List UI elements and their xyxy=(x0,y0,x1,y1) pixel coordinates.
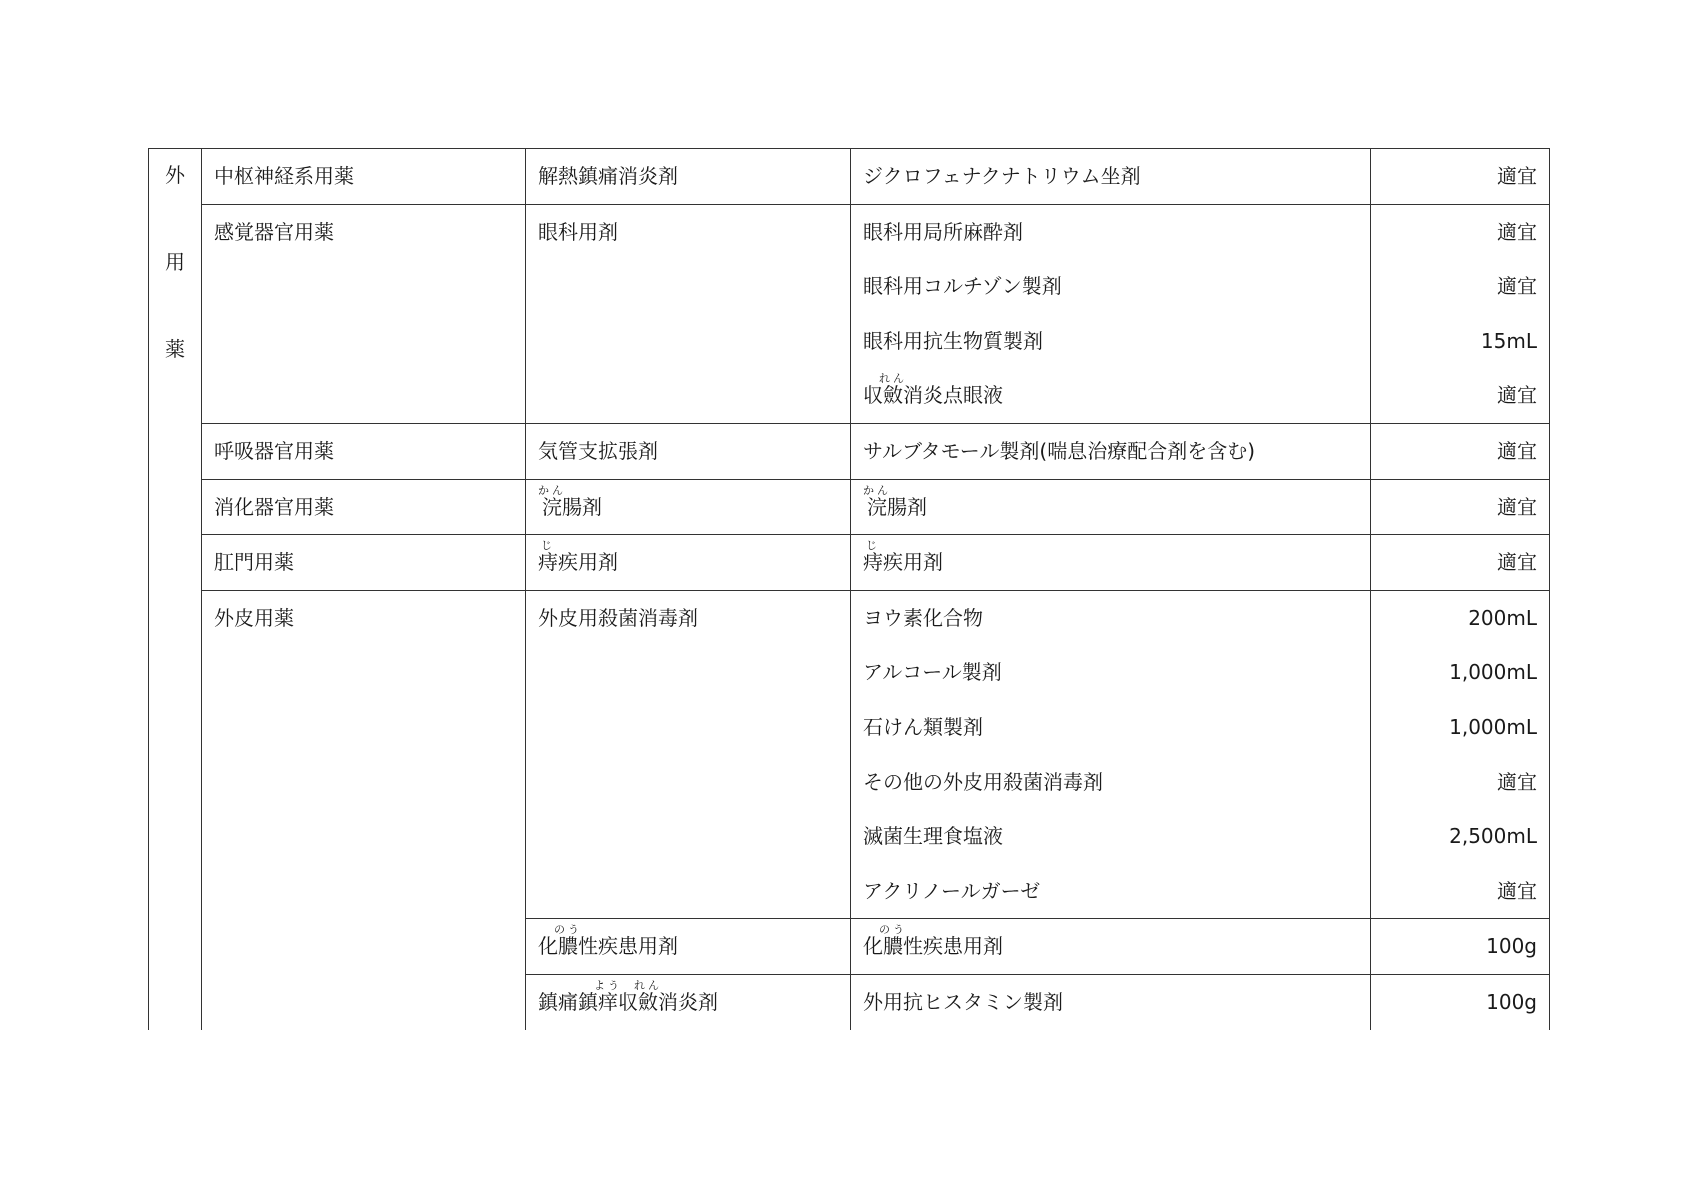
item-name: 浣かん腸剤 xyxy=(863,483,927,519)
drug-table-body xyxy=(149,149,1550,1030)
amount-cell xyxy=(1371,919,1550,975)
ruby-text: 膿のう xyxy=(879,923,907,959)
amount-cell xyxy=(1371,423,1550,479)
ruby-text: 膿のう xyxy=(554,923,582,959)
table-row xyxy=(149,204,1550,423)
item-name: その他の外皮用殺菌消毒剤 xyxy=(863,769,1103,794)
amount-cell xyxy=(1371,204,1550,423)
class-label: 中枢神経系用薬 xyxy=(214,164,354,188)
table-row xyxy=(149,590,1550,919)
table-row xyxy=(149,423,1550,479)
item-name: 眼科用局所麻酔剤 xyxy=(863,219,1023,244)
ruby-text: 浣かん xyxy=(538,483,566,519)
subcategory-cell xyxy=(526,974,851,1029)
item-cell xyxy=(851,919,1371,975)
class-cell xyxy=(202,204,526,423)
class-cell xyxy=(202,423,526,479)
category-char: 薬 xyxy=(165,337,185,361)
item-name: 滅菌生理食塩液 xyxy=(863,824,1003,849)
subcategory-cell xyxy=(526,919,851,975)
item-cell xyxy=(851,535,1371,591)
furigana: のう xyxy=(554,923,582,937)
item-cell xyxy=(851,423,1371,479)
item-name: 化膿のう性疾患用剤 xyxy=(863,923,1003,959)
ruby-text: 斂れん xyxy=(634,978,662,1014)
category-cell xyxy=(149,149,202,1030)
amount-value: 100g xyxy=(1486,934,1537,959)
amount-value: 15mL xyxy=(1480,328,1537,353)
ruby-text: 痔じ xyxy=(538,539,558,575)
category-char: 外 xyxy=(165,163,185,187)
amount-cell xyxy=(1371,535,1550,591)
amount-value: 適宜 xyxy=(1497,878,1537,903)
item-name: アクリノールガーゼ xyxy=(863,878,1041,903)
furigana: じ xyxy=(538,539,558,553)
table-row xyxy=(149,149,1550,205)
subcategory-cell xyxy=(526,423,851,479)
item-name: 痔じ疾用剤 xyxy=(863,539,943,575)
class-cell xyxy=(202,149,526,205)
class-label: 感覚器官用薬 xyxy=(214,219,334,244)
amount-value: 適宜 xyxy=(1497,383,1537,408)
furigana: よう xyxy=(594,978,622,992)
ruby-text: 斂れん xyxy=(879,372,907,408)
furigana: かん xyxy=(863,483,891,497)
item-name: ヨウ素化合物 xyxy=(863,605,983,630)
furigana: かん xyxy=(538,483,566,497)
ruby-text: 浣かん xyxy=(863,483,891,519)
class-label: 肛門用薬 xyxy=(214,550,294,575)
amount-value: 適宜 xyxy=(1497,769,1537,794)
amount-value: 適宜 xyxy=(1497,494,1537,519)
subcategory-cell xyxy=(526,204,851,423)
subcategory-label: 眼科用剤 xyxy=(538,219,618,244)
class-label: 外皮用薬 xyxy=(214,605,294,630)
subcategory-cell xyxy=(526,535,851,591)
furigana: れん xyxy=(879,372,907,386)
item-cell xyxy=(851,479,1371,535)
amount-value: 1,000mL xyxy=(1449,660,1537,685)
amount-value: 適宜 xyxy=(1497,550,1537,575)
item-name: ジクロフェナクナトリウム坐剤 xyxy=(863,164,1141,188)
item-name: 外用抗ヒスタミン製剤 xyxy=(863,989,1063,1014)
subcategory-label: 鎮痛鎮痒よう収斂れん消炎剤 xyxy=(538,978,718,1014)
item-cell xyxy=(851,974,1371,1029)
class-cell xyxy=(202,590,526,1029)
item-cell xyxy=(851,149,1371,205)
drug-table xyxy=(148,148,1550,1030)
item-name: 眼科用抗生物質製剤 xyxy=(863,328,1043,353)
class-label: 消化器官用薬 xyxy=(214,494,334,519)
item-name: 収斂れん消炎点眼液 xyxy=(863,372,1003,408)
subcategory-label: 気管支拡張剤 xyxy=(538,438,658,463)
amount-value: 2,500mL xyxy=(1449,824,1537,849)
amount-value: 適宜 xyxy=(1497,274,1537,299)
item-name: サルブタモール製剤(喘息治療配合剤を含む) xyxy=(863,438,1256,463)
subcategory-cell xyxy=(526,590,851,919)
amount-cell xyxy=(1371,479,1550,535)
amount-cell xyxy=(1371,149,1550,205)
furigana: のう xyxy=(879,923,907,937)
amount-value: 1,000mL xyxy=(1449,714,1537,739)
amount-value: 適宜 xyxy=(1497,219,1537,244)
amount-cell xyxy=(1371,974,1550,1029)
amount-value: 200mL xyxy=(1468,605,1537,630)
item-name: 石けん類製剤 xyxy=(863,714,983,739)
ruby-text: 痔じ xyxy=(863,539,883,575)
ruby-text: 痒よう xyxy=(594,978,622,1014)
subcategory-label: 浣かん腸剤 xyxy=(538,483,602,519)
furigana: じ xyxy=(863,539,883,553)
amount-value: 適宜 xyxy=(1497,438,1537,463)
item-name: アルコール製剤 xyxy=(863,660,1002,685)
class-label: 呼吸器官用薬 xyxy=(214,438,334,463)
subcategory-label: 化膿のう性疾患用剤 xyxy=(538,923,678,959)
subcategory-label: 外皮用殺菌消毒剤 xyxy=(538,605,698,630)
item-name: 眼科用コルチゾン製剤 xyxy=(863,274,1062,299)
subcategory-label: 痔じ疾用剤 xyxy=(538,539,618,575)
amount-cell xyxy=(1371,590,1550,919)
item-cell xyxy=(851,590,1371,919)
furigana: れん xyxy=(634,978,662,992)
table-row xyxy=(149,479,1550,535)
subcategory-label: 解熱鎮痛消炎剤 xyxy=(538,164,678,188)
amount-value: 100g xyxy=(1486,989,1537,1014)
table-row xyxy=(149,535,1550,591)
category-char: 用 xyxy=(165,250,185,274)
class-cell xyxy=(202,535,526,591)
subcategory-cell xyxy=(526,479,851,535)
item-cell xyxy=(851,204,1371,423)
amount-value: 適宜 xyxy=(1497,164,1537,188)
subcategory-cell xyxy=(526,149,851,205)
class-cell xyxy=(202,479,526,535)
